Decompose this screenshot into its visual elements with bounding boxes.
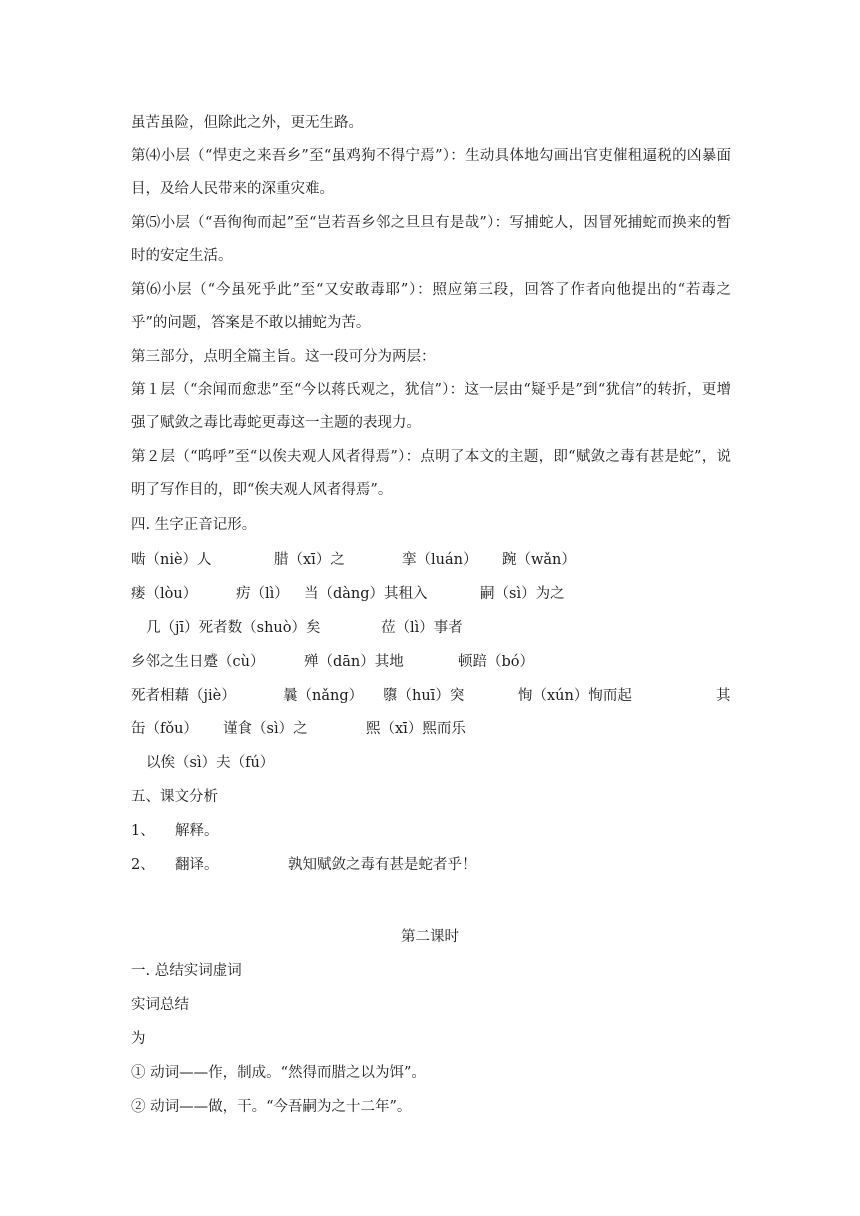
list-item-explain: 解释。: [175, 823, 219, 839]
vocab-item: 隳（huī）突: [383, 688, 465, 704]
vocab-item: 挛（luán）: [402, 552, 478, 568]
vocab-item: 缶（fǒu）: [131, 721, 198, 737]
vocab-item: 熙（xī）熙而乐: [366, 721, 466, 737]
definition-2: ② 动词——做，干。“今吾嗣为之十二年”。: [131, 1099, 412, 1115]
list-number: 1、: [131, 823, 155, 839]
vocab-item: 腊（xī）之: [274, 552, 345, 568]
vocab-item: 嗣（sì）为之: [480, 586, 565, 602]
vocab-item: 谨食（sì）之: [223, 721, 308, 737]
vocab-item: 疠（lì）: [236, 586, 289, 602]
keyword: 为: [131, 1031, 146, 1047]
vocab-item: 瘘（lòu）: [131, 586, 198, 602]
vocab-item: 曩（nǎng）: [283, 688, 364, 704]
lesson-2-heading-2: 实词总结: [131, 997, 189, 1013]
vocab-item: 恂（xún）恂而起: [518, 688, 632, 704]
paragraph-part-3: 第三部分，点明全篇主旨。这一段可分为两层：: [131, 349, 436, 365]
vocab-item: 莅（lì）事者: [381, 620, 463, 636]
paragraph-1: 虽苦虽险，但除此之外，更无生路。: [131, 115, 363, 131]
lesson-2-heading-1: 一. 总结实词虚词: [131, 963, 242, 979]
vocab-item: 当（dàng）其租入: [304, 586, 428, 602]
vocab-item: 乡邻之生日蹙（cù）: [131, 654, 265, 670]
section-4-title: 四. 生字正音记形。: [131, 517, 257, 533]
list-item-translate: 翻译。: [175, 857, 219, 873]
list-number: 2、: [131, 857, 155, 873]
vocab-item: 啮（niè）人: [131, 552, 212, 568]
vocab-item: 顿踣（bó）: [458, 654, 535, 670]
vocab-item: 以俟（sì）夫（fú）: [146, 755, 275, 771]
definition-1: ① 动词——作，制成。“然得而腊之以为饵”。: [131, 1065, 426, 1081]
vocab-item: 死者相藉（jiè）: [131, 688, 236, 704]
vocab-item: 殚（dān）其地: [304, 654, 404, 670]
vocab-item: 踠（wǎn）: [502, 552, 576, 568]
paragraph-layer-5: 第⑸小层（“吾徇徇而起”至“岂若吾乡邻之旦旦有是哉”）：写捕蛇人，因冒死捕蛇而换来的暂时的安定生活。: [131, 215, 731, 264]
paragraph-sublayer-2: 第２层（“呜呼”至“以俟夫观人风者得焉”）：点明了本文的主题，即“赋敛之毒有甚是蛇”，说明了写作目的，即“俟夫观人风者得焉”。: [131, 449, 731, 498]
vocab-item: 其: [716, 688, 731, 704]
paragraph-layer-6: 第⑹小层（“今虽死乎此”至“又安敢毒耶”）：照应第三段，回答了作者向他提出的“若毒之乎”的问题，答案是不敢以捕蛇为苦。: [131, 282, 731, 331]
lesson-2-title: 第二课时: [401, 929, 459, 945]
translate-sentence: 孰知赋敛之毒有甚是蛇者乎！: [288, 857, 477, 873]
paragraph-sublayer-1: 第１层（“余闻而愈悲”至“今以蒋氏观之，犹信”）：这一层由“疑乎是”到“犹信”的转折，更增强了赋敛之毒比毒蛇更毒这一主题的表现力。: [131, 382, 731, 431]
vocab-item: 几（jī）死者数（shuò）矣: [146, 620, 321, 636]
section-5-title: 五、课文分析: [131, 789, 218, 805]
paragraph-layer-4: 第⑷小层（“悍吏之来吾乡”至“虽鸡狗不得宁焉”）：生动具体地勾画出官吏催租逼税的凶暴面目，及给人民带来的深重灾难。: [131, 148, 731, 197]
